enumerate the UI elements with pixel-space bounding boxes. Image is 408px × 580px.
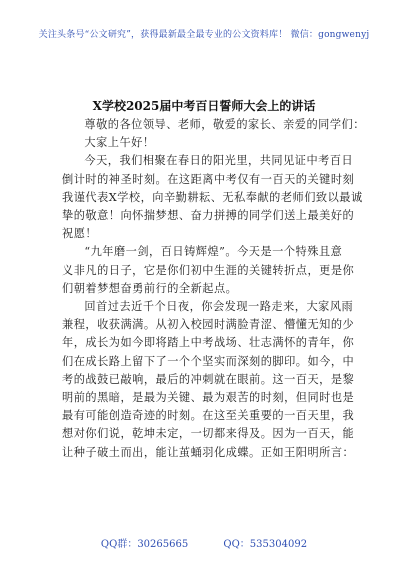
- text-line: “九年磨一剑，百日铸辉煌”。今天是一个特殊且意: [84, 245, 343, 259]
- text-line: 最有可能创造奇迹的时刻。在这至关重要的一百天里，我: [62, 409, 355, 423]
- text-line: 想对你们说，乾坤未定，一切都来得及。因为一百天，能: [62, 427, 355, 441]
- salutation: 尊敬的各位领导、老师，敬爱的家长、亲爱的同学们：: [84, 118, 365, 131]
- header-note: 关注头条号“公文研究”，获得最新最全最专业的公文资料库！ 微信：gongwenyj: [38, 30, 370, 40]
- text-line: 让种子破土而出，能让茧蛹羽化成蝶。正如王阳明所言：: [62, 445, 355, 459]
- document-body: [62, 116, 365, 462]
- text-line: 倒计时的神圣时刻。在这距离中考仅有一百天的关键时刻: [62, 172, 355, 186]
- text-line: 兼程，收获满满。从初入校园时满脸青涩、懵懂无知的少: [62, 318, 355, 332]
- qq-group: QQ群：30265665: [100, 539, 189, 550]
- document-title: X学校2025届中考百日誓师大会上的讲话: [92, 99, 316, 113]
- text-line: 我谨代表X学校，向辛勤耕耘、无私奉献的老师们致以最诚: [62, 190, 363, 204]
- paragraph-1: [62, 152, 363, 243]
- greeting: 大家上午好！: [84, 136, 155, 150]
- text-line: 年，成长为如今即将踏上中考战场、壮志满怀的青年，你: [62, 336, 355, 350]
- text-line: 今天，我们相聚在春日的阳光里，共同见证中考百日: [84, 154, 354, 168]
- text-line: 义非凡的日子，它是你们初中生涯的关键转折点，更是你: [62, 263, 355, 277]
- text-line: 祝愿！: [62, 227, 98, 241]
- text-line: 明前的黑暗，是最为关键、最为艰苦的时刻，但同时也是: [62, 391, 355, 405]
- paragraph-2: [62, 243, 356, 298]
- text-line: 们朝着梦想奋勇前行的全新起点。: [62, 281, 238, 295]
- qq-contact: QQ：535304092: [223, 539, 308, 550]
- paragraph-3: [62, 298, 356, 462]
- text-line: 考的战鼓已敲响，最后的冲刺就在眼前。这一百天，是黎: [62, 372, 355, 386]
- footer: [0, 535, 408, 550]
- text-line: 回首过去近千个日夜，你会发现一路走来，大家风雨: [84, 300, 354, 314]
- text-line: 们在成长路上留下了一个个坚实而深刻的脚印。如今，中: [62, 354, 355, 368]
- text-line: 挚的敬意！向怀揣梦想、奋力拼搏的同学们送上最美好的: [62, 209, 355, 223]
